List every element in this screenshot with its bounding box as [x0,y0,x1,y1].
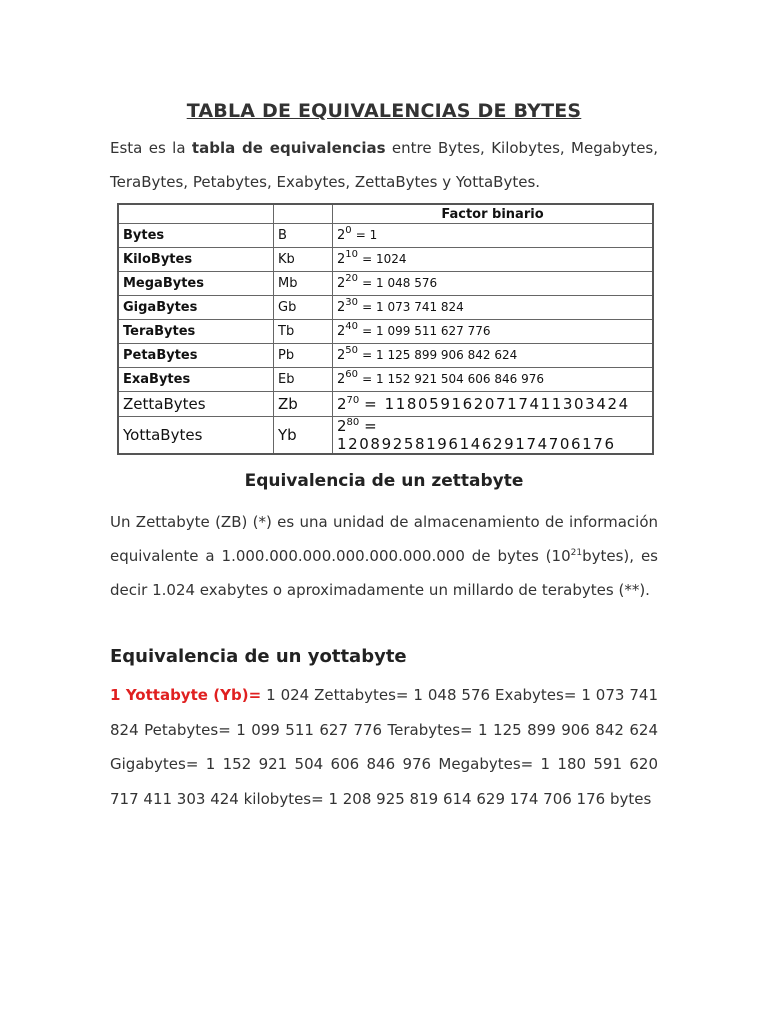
yottabyte-heading: Equivalencia de un yottabyte [110,646,407,667]
unit-abbr-cell: Zb [274,392,333,417]
bytes-table [117,203,654,455]
binary-factor-cell [333,224,654,248]
factor-base: 2 [337,348,346,363]
factor-exponent: 0 [345,225,352,236]
factor-exponent: 70 [346,395,360,406]
binary-factor-cell [333,392,654,417]
yotta-text: 1 024 Zettabytes= 1 048 576 Exabytes= 1 073 741 824 Petabytes= 1 099 511 627 776 Terabytes= 1 125 899 906 842 624 Gigabytes= 1 152 921 504 606 846 976 Megabytes= 1 180 591 620 717 411 303 424 kilobytes= 1 208 925 819 614 629 174 706 176 bytes [110,686,658,808]
page-title: TABLA DE EQUIVALENCIAS DE BYTES [186,100,582,122]
factor-base: 2 [337,324,346,339]
unit-abbr-cell: Gb [274,296,333,320]
factor-base: 2 [337,276,346,291]
yottabyte-paragraph [110,678,658,816]
unit-name-cell: YottaBytes [118,417,274,455]
unit-abbr-cell: Yb [274,417,333,455]
factor-exponent: 60 [345,369,359,380]
factor-base: 2 [337,228,346,243]
table-row [118,392,653,417]
factor-value: = 1 048 576 [362,276,438,290]
table-row [118,417,653,455]
unit-abbr-cell: Kb [274,248,333,272]
unit-name-cell: PetaBytes [118,344,274,368]
unit-name-cell: ZettaBytes [118,392,274,417]
intro-pre: Esta es la [110,139,192,157]
table-row [118,272,653,296]
table-row [118,248,653,272]
table-header-row [118,204,653,224]
table-header-cell [274,204,333,224]
zettabyte-paragraph [110,505,658,607]
intro-bold: tabla de equivalencias [191,139,386,157]
table-row [118,320,653,344]
factor-base: 2 [337,417,347,435]
factor-value: = 1 073 741 824 [362,300,464,314]
binary-factor-cell [333,417,654,455]
intro-post: entre Bytes, Kilobytes, Megabytes, TeraBytes, Petabytes, Exabytes, ZettaBytes y YottaBytes. [110,139,659,191]
unit-abbr-cell: Mb [274,272,333,296]
factor-exponent: 10 [345,249,359,260]
factor-base: 2 [337,395,347,413]
unit-name-cell: TeraBytes [118,320,274,344]
factor-value: = 1 125 899 906 842 624 [362,348,518,362]
zetta-exponent: 21 [570,548,583,558]
table-header-cell [118,204,274,224]
table-header-factor: Factor binario [333,204,654,224]
factor-value: = 1180591620717411303424 [364,395,630,413]
zettabyte-heading: Equivalencia de un zettabyte [244,471,524,491]
factor-value: = 1024 [362,252,407,266]
unit-name-cell: GigaBytes [118,296,274,320]
factor-exponent: 50 [345,345,359,356]
zetta-text-b: bytes), es decir 1.024 exabytes o aproximadamente un millardo de terabytes (**). [110,547,658,599]
table-row [118,344,653,368]
binary-factor-cell [333,248,654,272]
factor-base: 2 [337,372,346,387]
factor-value: = 1208925819614629174706176 [337,417,616,453]
unit-name-cell: KiloBytes [118,248,274,272]
unit-abbr-cell: B [274,224,333,248]
factor-value: = 1 152 921 504 606 846 976 [362,372,544,386]
unit-abbr-cell: Tb [274,320,333,344]
factor-base: 2 [337,300,346,315]
unit-abbr-cell: Pb [274,344,333,368]
factor-value: = 1 099 511 627 776 [362,324,491,338]
factor-base: 2 [337,252,346,267]
yotta-red-label: 1 Yottabyte (Yb)= [110,686,262,704]
table-row [118,296,653,320]
table-row [118,368,653,392]
zetta-text-a: Un Zettabyte (ZB) (*) es una unidad de almacenamiento de información equivalente a 1.000.000.000.000.000.000.000 de bytes (10 [110,513,658,565]
table-row [118,224,653,248]
binary-factor-cell [333,272,654,296]
unit-name-cell: Bytes [118,224,274,248]
unit-abbr-cell: Eb [274,368,333,392]
factor-value: = 1 [355,228,378,242]
factor-exponent: 30 [345,297,359,308]
intro-paragraph [110,131,658,199]
factor-exponent: 80 [346,417,360,428]
binary-factor-cell [333,344,654,368]
binary-factor-cell [333,320,654,344]
factor-exponent: 40 [345,321,359,332]
unit-name-cell: ExaBytes [118,368,274,392]
binary-factor-cell [333,368,654,392]
unit-name-cell: MegaBytes [118,272,274,296]
binary-factor-cell [333,296,654,320]
factor-exponent: 20 [345,273,359,284]
